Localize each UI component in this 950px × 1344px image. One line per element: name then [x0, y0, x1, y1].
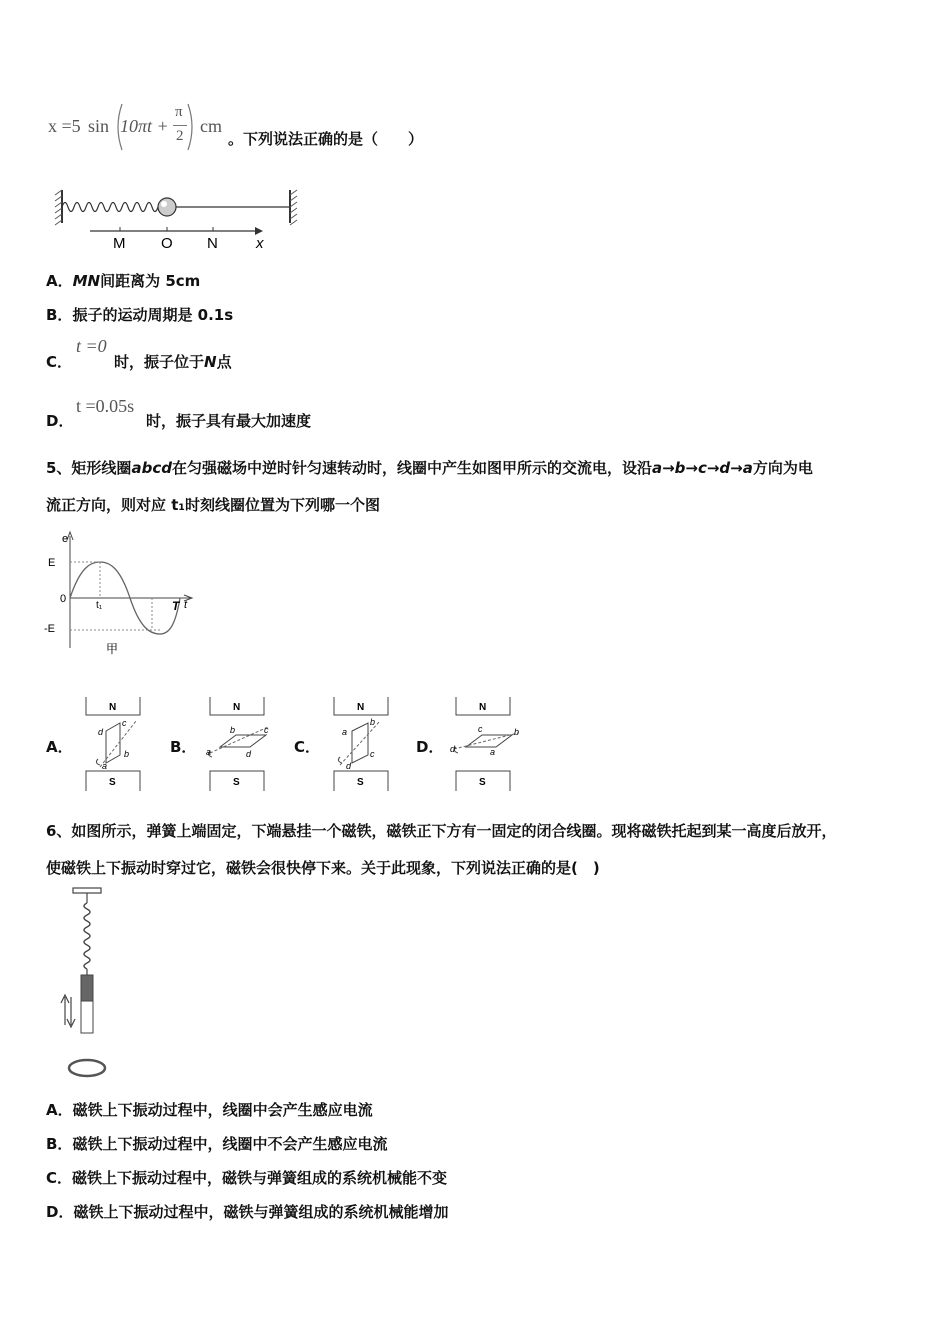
- label-T: T: [172, 599, 180, 613]
- label-x: x: [256, 235, 264, 252]
- label-O: O: [161, 235, 173, 252]
- corner-label: c: [370, 749, 375, 759]
- q6-option-d[interactable]: [46, 1201, 448, 1222]
- graph-caption: 甲: [106, 642, 119, 656]
- rotation-arrow-icon: [96, 759, 100, 765]
- label-negE: -E: [44, 623, 55, 635]
- label-N: N: [357, 702, 365, 713]
- spring-magnet-coil-figure: [55, 885, 125, 1085]
- corner-label: a: [102, 761, 108, 771]
- option-key: A．: [46, 272, 73, 290]
- right-wall-hatch: [290, 190, 297, 225]
- fraction-bar: [173, 125, 187, 126]
- label-t: t: [184, 599, 188, 611]
- ceiling-mount: [73, 888, 101, 893]
- rotation-arrow-icon: [338, 757, 342, 763]
- label-N: N: [479, 702, 487, 713]
- option-formula: t =0.05s: [76, 396, 135, 416]
- coil-loop: [220, 735, 266, 747]
- q6-option-c[interactable]: [46, 1167, 447, 1188]
- q5-choice-d[interactable]: [416, 695, 531, 795]
- corner-label: c: [122, 718, 127, 728]
- q4-formula-line: [48, 100, 548, 156]
- q6-option-a[interactable]: [46, 1099, 373, 1120]
- ac-waveform-graph: [40, 528, 210, 658]
- option-text: 磁铁上下振动过程中，磁铁与弹簧组成的系统机械能增加: [73, 1203, 449, 1221]
- corner-label: a: [490, 747, 496, 757]
- right-paren-icon: [186, 102, 198, 152]
- left-wall-hatch: [55, 190, 62, 225]
- option-text: 振子的运动周期是 0.1s: [72, 306, 234, 324]
- q4-option-a[interactable]: [46, 270, 200, 291]
- q6-stem-line1: 6、如图所示，弹簧上端固定，下端悬挂一个磁铁，磁铁正下方有一固定的闭合线圈。现将磁铁托起到某一高度后放开，: [46, 822, 837, 840]
- label-M: M: [113, 235, 126, 252]
- option-var: MN: [72, 272, 101, 290]
- formula-unit: cm: [200, 116, 222, 136]
- coil-figure-b: [202, 695, 282, 795]
- option-text: 时，振子位于N点: [114, 353, 232, 371]
- q5-stem-line1: 5、矩形线圈abcd在匀强磁场中逆时针匀速转动时，线圈中产生如图甲所示的交流电，设沿a→b→c→d→a方向为电: [46, 459, 813, 477]
- label-e: e: [62, 533, 69, 545]
- option-text: 间距离为 5cm: [100, 272, 201, 290]
- option-text: 时，振子具有最大加速度: [146, 412, 312, 430]
- option-text: 磁铁上下振动过程中，线圈中会产生感应电流: [72, 1101, 373, 1119]
- corner-label: d: [450, 744, 456, 754]
- q5-stem-line2: 流正方向，则对应 t₁时刻线圈位置为下列哪一个图: [46, 496, 380, 514]
- corner-label: b: [124, 749, 130, 759]
- choice-key: B．: [170, 738, 197, 756]
- q4-option-b[interactable]: [46, 304, 233, 325]
- formula-lhs: x =5: [48, 116, 81, 136]
- option-key: D．: [46, 412, 74, 430]
- corner-label: d: [346, 761, 352, 771]
- coil-loop: [466, 735, 512, 747]
- corner-label: b: [230, 725, 236, 735]
- coil-figure-a: [78, 695, 158, 795]
- label-S: S: [357, 777, 364, 788]
- coil-figure-c: [326, 695, 406, 795]
- formula-coef: 10πt +: [120, 116, 169, 136]
- q6-option-b[interactable]: [46, 1133, 387, 1154]
- option-text: 磁铁上下振动过程中，磁铁与弹簧组成的系统机械能不变: [72, 1169, 448, 1187]
- option-text: 磁铁上下振动过程中，线圈中不会产生感应电流: [72, 1135, 388, 1153]
- label-N: N: [233, 702, 241, 713]
- magnet-south-half: [81, 1001, 93, 1033]
- corner-label: a: [206, 747, 212, 757]
- corner-label: b: [514, 727, 520, 737]
- corner-label: d: [98, 727, 104, 737]
- formula-pi: π: [175, 104, 183, 120]
- label-S: S: [233, 777, 240, 788]
- q5-choice-a[interactable]: [46, 695, 161, 795]
- label-t1: t₁: [96, 600, 103, 611]
- spring-coil: [62, 203, 158, 212]
- spring-oscillator-figure: [50, 185, 310, 255]
- choice-key: D．: [416, 738, 444, 756]
- label-zero: 0: [60, 593, 67, 605]
- vertical-spring-coil: [84, 903, 90, 969]
- q5-choice-b[interactable]: [170, 695, 285, 795]
- ball-highlight: [161, 201, 167, 207]
- corner-label: c: [264, 725, 269, 735]
- q5-choice-c[interactable]: [294, 695, 409, 795]
- option-key: C．: [46, 353, 73, 371]
- x-axis-arrow-icon: [255, 227, 263, 235]
- oscillator-ball: [158, 198, 176, 216]
- option-key: C．: [46, 1169, 73, 1187]
- choice-key: A．: [46, 738, 73, 756]
- q4-option-c[interactable]: [46, 336, 446, 376]
- label-S: S: [109, 777, 116, 788]
- option-key: B．: [46, 306, 73, 324]
- choice-key: C．: [294, 738, 321, 756]
- option-key: A．: [46, 1101, 73, 1119]
- closed-coil: [69, 1060, 105, 1076]
- formula-sin: sin: [88, 116, 110, 136]
- q6-stem-line2: 使磁铁上下振动时穿过它，磁铁会很快停下来。关于此现象，下列说法正确的是( ): [46, 859, 600, 877]
- label-E: E: [48, 557, 56, 569]
- coil-figure-d: [448, 695, 528, 795]
- q4-option-d[interactable]: [46, 396, 446, 436]
- corner-label: c: [478, 724, 483, 734]
- label-N: N: [109, 702, 117, 713]
- option-key: D．: [46, 1203, 74, 1221]
- label-N: N: [207, 235, 218, 252]
- q4-question-tail: 。下列说法正确的是（ ）: [228, 130, 424, 148]
- formula-two: 2: [176, 128, 184, 144]
- corner-label: d: [246, 749, 252, 759]
- magnet-north-half: [81, 975, 93, 1001]
- corner-label: a: [342, 727, 348, 737]
- coil-loop: [352, 723, 368, 763]
- corner-label: b: [370, 717, 376, 727]
- label-S: S: [479, 777, 486, 788]
- option-key: B．: [46, 1135, 73, 1153]
- option-formula: t =0: [76, 336, 107, 356]
